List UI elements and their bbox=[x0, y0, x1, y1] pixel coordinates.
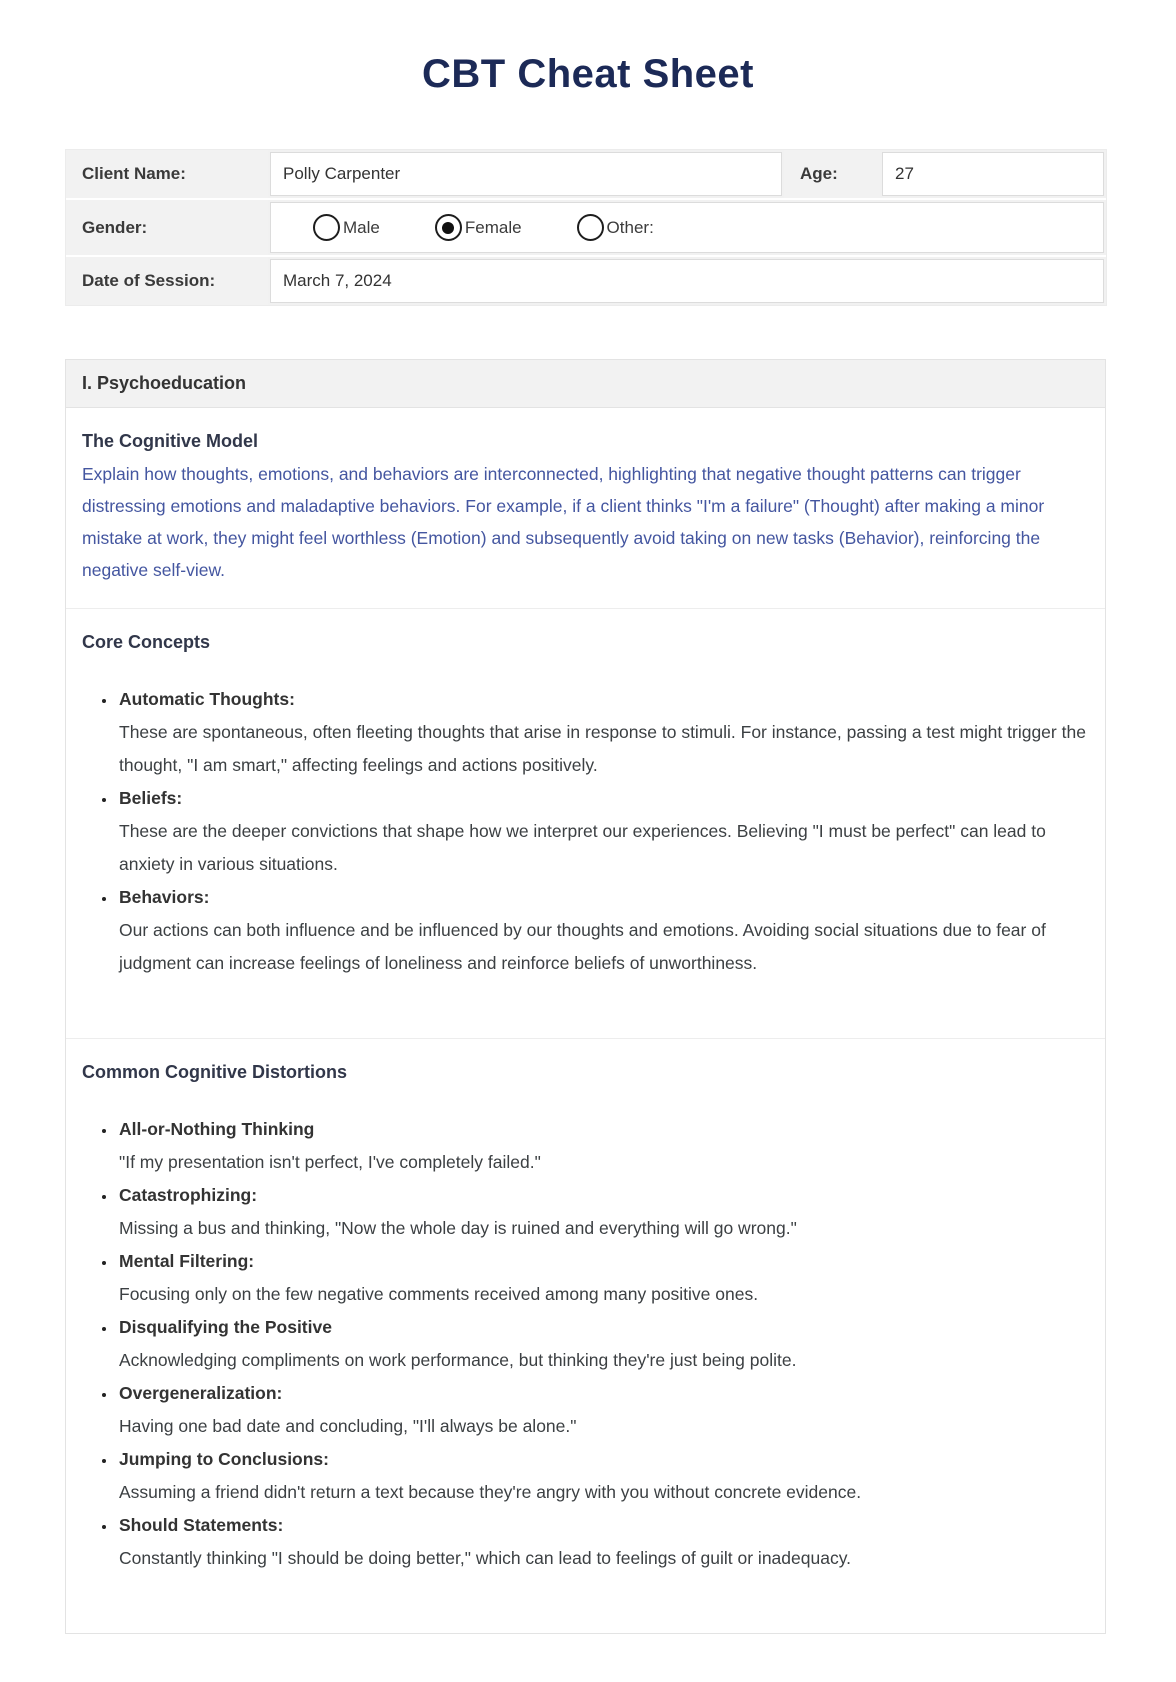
block-cognitive-model bbox=[66, 408, 1105, 608]
client-name-row bbox=[66, 150, 1106, 198]
bullet-term: • Disqualifying the Positive bbox=[119, 1317, 332, 1337]
gender-options bbox=[270, 202, 1104, 253]
radio-checked-icon[interactable] bbox=[435, 214, 462, 241]
bullet-term: • Mental Filtering: bbox=[119, 1251, 255, 1271]
bullet-desc: Missing a bus and thinking, "Now the whole day is ruined and everything will go wrong." bbox=[119, 1218, 797, 1238]
bullet-desc: Constantly thinking "I should be doing better," which can lead to feelings of guilt or inadequacy. bbox=[119, 1548, 852, 1568]
section-psychoeducation bbox=[65, 359, 1106, 1634]
bullet-desc: Focusing only on the few negative comments received among many positive ones. bbox=[119, 1284, 759, 1304]
radio-unchecked-icon[interactable] bbox=[577, 214, 604, 241]
client-info-table bbox=[65, 149, 1107, 306]
bullet-desc: Our actions can both influence and be influenced by our thoughts and emotions. Avoiding social situations due to fear of judgment can increase feelings of loneliness and reinforce beliefs of unworthiness. bbox=[119, 920, 1046, 973]
cognitive-model-heading: The Cognitive Model bbox=[82, 431, 259, 451]
gender-radio-other[interactable] bbox=[577, 214, 654, 241]
bullet-term: • Behaviors: bbox=[119, 887, 210, 907]
bullet-desc: "If my presentation isn't perfect, I've completely failed." bbox=[119, 1152, 541, 1172]
gender-row bbox=[66, 198, 1106, 255]
list-item bbox=[117, 1377, 1089, 1443]
list-item bbox=[117, 782, 1089, 881]
age-label: Age: bbox=[784, 150, 880, 198]
gender-radio-female-label: Female bbox=[464, 217, 522, 237]
bullet-desc: These are the deeper convictions that shape how we interpret our experiences. Believing "I must be perfect" can lead to anxiety in various situations. bbox=[119, 821, 1046, 874]
block-common-cognitive-distortions bbox=[66, 1038, 1105, 1633]
gender-radio-female[interactable] bbox=[435, 214, 522, 241]
distortions-heading: Common Cognitive Distortions bbox=[82, 1062, 347, 1082]
gender-label: Gender: bbox=[66, 200, 268, 255]
bullet-term: • All-or-Nothing Thinking bbox=[119, 1119, 315, 1139]
bullet-term: • Beliefs: bbox=[119, 788, 183, 808]
bullet-desc: Having one bad date and concluding, "I'll always be alone." bbox=[119, 1416, 577, 1436]
bullet-term: • Should Statements: bbox=[119, 1515, 284, 1535]
bullet-desc: Acknowledging compliments on work performance, but thinking they're just being polite. bbox=[119, 1350, 797, 1370]
page-title: CBT Cheat Sheet bbox=[422, 52, 754, 96]
list-item bbox=[117, 1509, 1089, 1575]
client-name-input[interactable]: Polly Carpenter bbox=[270, 152, 782, 196]
date-of-session-row bbox=[66, 255, 1106, 305]
client-name-label: Client Name: bbox=[66, 150, 268, 198]
date-of-session-input[interactable]: March 7, 2024 bbox=[270, 259, 1104, 303]
bullet-term: • Catastrophizing: bbox=[119, 1185, 258, 1205]
gender-radio-male[interactable] bbox=[313, 214, 380, 241]
gender-radio-other-label: Other: bbox=[606, 217, 654, 237]
list-item bbox=[117, 1443, 1089, 1509]
date-of-session-label: Date of Session: bbox=[66, 257, 268, 305]
list-item bbox=[117, 1311, 1089, 1377]
gender-radio-male-label: Male bbox=[343, 217, 380, 237]
core-concepts-list bbox=[82, 683, 1089, 980]
age-input[interactable]: 27 bbox=[882, 152, 1104, 196]
bullet-desc: These are spontaneous, often fleeting thoughts that arise in response to stimuli. For instance, passing a test might trigger the thought, "I am smart," affecting feelings and actions positively. bbox=[119, 722, 1086, 775]
cognitive-model-answer: Explain how thoughts, emotions, and behaviors are interconnected, highlighting that negative thought patterns can trigger distressing emotions and maladaptive behaviors. For example, if a client thinks "I'm a failure" (Thought) after making a minor mistake at work, they might feel worthless (Emotion) and subsequently avoid taking on new tasks (Behavior), reinforcing the negative self-view. bbox=[82, 464, 1045, 580]
list-item bbox=[117, 1179, 1089, 1245]
bullet-term: • Jumping to Conclusions: bbox=[119, 1449, 329, 1469]
section-header: I. Psychoeducation bbox=[66, 360, 1105, 408]
list-item bbox=[117, 1113, 1089, 1179]
distortions-list bbox=[82, 1113, 1089, 1575]
list-item bbox=[117, 1245, 1089, 1311]
bullet-term: • Automatic Thoughts: bbox=[119, 689, 295, 709]
core-concepts-heading: Core Concepts bbox=[82, 632, 211, 652]
bullet-term: • Overgeneralization: bbox=[119, 1383, 283, 1403]
block-core-concepts bbox=[66, 608, 1105, 1038]
bullet-desc: Assuming a friend didn't return a text because they're angry with you without concrete evidence. bbox=[119, 1482, 862, 1502]
radio-unchecked-icon[interactable] bbox=[313, 214, 340, 241]
list-item bbox=[117, 683, 1089, 782]
list-item bbox=[117, 881, 1089, 980]
